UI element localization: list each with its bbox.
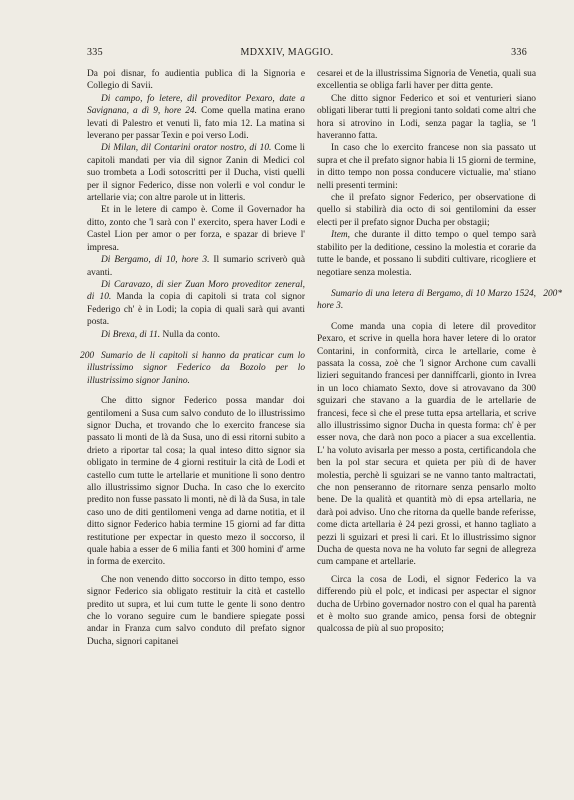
letter-heading: Di Caravazo, di sier Zuan Moro proveditor zeneral, di 10. xyxy=(87,279,305,303)
paragraph: Di Brexa, di 11. Nulla da conto. xyxy=(101,329,220,340)
margin-number: 200 xyxy=(80,350,95,361)
running-title: MDXXIV, MAGGIO. xyxy=(240,47,334,58)
paragraph: che il prefato signor Federico, per observatione di quello si stabilirà dia octo di soi gentilomini da esser electi per il prefato signor Ducha per obstagii; xyxy=(317,193,536,228)
page-header xyxy=(0,47,574,61)
letter-heading: Di Milan, dil Contarini orator nostro, di 10. xyxy=(101,143,272,154)
letter-heading: Di Bergamo, di 10, hore 3. xyxy=(101,255,210,266)
page-number-left: 335 xyxy=(87,47,103,58)
paragraph: Item, che durante il ditto tempo o quel tempo sarà stabilito per la deditione, cessino la molestia et corarie da tutte le bande, et possano li subditi cultivare, ricogliere et negotiare senza molestia. xyxy=(317,230,536,278)
letter-heading: Di Brexa, di 11. xyxy=(101,329,161,340)
paragraph: Di Caravazo, di sier Zuan Moro proveditor zeneral, di 10. Manda la copia di capitoli si trata col signor Federigo ch' è in Lodi; la copia di quali sarà qui avanti posta. xyxy=(87,279,305,328)
item-word: Item, xyxy=(331,230,351,241)
paragraph: Circa la cosa de Lodi, el signor Federico la va differendo più el polc, et indicasi per aspectar el signor ducha de Urbino governador nostro con el qual ha parentà et è molto suo grande amico, pensa forsi de obtegnir qualcossa de più al suo proposito; xyxy=(317,574,536,635)
paragraph: Da poi disnar, fo audientia publica di la Signoria e Collegio di Savii. xyxy=(87,69,305,92)
paragraph: Et in le letere di campo è. Come il Governador ha ditto, zonto che 'l sarà con l' exercito, spera haver Lodi e Castel Lion per amor o per forza, e spazar di brieve l' impresa. xyxy=(87,205,305,253)
section-title: 200 Sumario de li capitoli si hanno da praticar cum lo illustrissimo signor Federico da Bozolo per lo illustrissimo signor Janino. xyxy=(87,350,305,387)
left-column xyxy=(80,68,305,648)
section-title: 200* Sumario di una letera di Bergamo, di 10 Marzo 1524, hore 3. xyxy=(317,288,562,312)
paragraph: Che ditto signor Federico et soi et venturieri siano obligati liberar tutti li pregioni tanto soldati come altri che hora si atrovino in Lodi, senza pagar la taglia, se 'l haveranno fatta. xyxy=(317,93,536,142)
margin-number: 200* xyxy=(543,288,562,299)
letter-heading: Di campo, fo letere, dil proveditor Pexaro, date a Savignana, a dì 9, hore 24. xyxy=(87,93,305,117)
paragraph: Di Milan, dil Contarini orator nostro, di 10. Come li capitoli mandati per via dil signor Zanin di Medici col suo trombeta a Lodi sotoscritti per il Ducha, visti quelli per il signor Federico, disse non volerli e vol condur le artellarie via; con altre parole ut in litteris. xyxy=(87,143,305,204)
paragraph: Di Bergamo, di 10, hore 3. Il sumario scriverò quà avanti. xyxy=(87,255,305,278)
right-column xyxy=(317,68,562,636)
page-number-right: 336 xyxy=(511,47,527,58)
paragraph: Di campo, fo letere, dil proveditor Pexaro, date a Savignana, a dì 9, hore 24. Come quella matina erano levati di Palestro et venuti lì, fato mia 12. La matina si leverano per passar Texin e poi verso Lodi. xyxy=(87,93,305,142)
paragraph: Che ditto signor Federico possa mandar doi gentilomeni a Susa cum salvo conduto de lo illustrissimo signor Ducha, et trovando che lo exercito francese sia passato li monti de là da Susa, uno di essi ritorni subito a drieto a riportar tal cosa; la qual inteso ditto signor sia obligato in termine de 4 giorni restituir la cità de Lodi et castello cum tutte le artellarie et munitione lì sono dentro allo illustrissimo signor Ducha. In caso che lo exercito predito non fusse passato li monti, nè di là da Susa, in tale caso uno de diti gentilomeni venga ad darne notitia, et il ditto signor Federico habia termine 15 giorni ad far ditta restitutione per expectar in questo mezo il soccorso, il quale habia a esser de 6 milia fanti et 300 homini d' arme in forma de exercito. xyxy=(87,396,305,568)
paragraph: Come manda una copia di letere dil proveditor Pexaro, et scrive in quella hora haver letere di lo orator Contarini, in conformità, circa le artellarie, come è passata la cossa, zoè che 'l signor Archone cum cavalli lizieri seguitando francesi per danniffcarli, gionto in Ivrea in un loco chiamato Sexto, dove si atrovavano da 300 sguizari che stavano a la guardia de le artellarie de francesi, fece sì che el prese tutta epsa artellaria, et scrive allo illustrissimo signor Ducha in questa forma: ch' è per esser nova, che darà non poco a piacer a sua excellentia. L' ha voluto avisarla per messo a posta, certificandola che ben la pol star secura et quieta per più di de haver molestia, perchè li sguizari se ne vanno tanto maltractati, che non penseranno de ritornare senza pensarlo molto bene. De la qualità et quantità mò di epsa artellaria, ne darà poi adviso. Uno che ritorna da quelle bande referisse, come dicta artellaria è 24 pezi grossi, et hanno tagliato a pezzi li sguizari et presi li cari. Et lo illustrissimo signor Ducha de questa nova ne ha voluto far segni de allegreza cum campane et artellarie. xyxy=(317,321,536,568)
paragraph: cesarei et de la illustrissima Signoria de Venetia, quali sua excellentia se obliga farli haver per ditta gente. xyxy=(317,69,536,92)
paragraph: Che non venendo ditto soccorso in ditto tempo, esso signor Federico sia obligato restituir la cità et castello predito ut supra, et lui cum tutte le gente li sono dentro che lo vorano seguire cum le bandiere spiegate possi andar in Franza cum salvo conduto dil prefato signor Ducha, signori capitanei xyxy=(87,574,305,647)
paragraph: In caso che lo exercito francese non sia passato ut supra et che il prefato signor habia li 15 giorni de termine, in ditto tempo non possa conducere victualie, ma' stiano nelli presenti termini: xyxy=(317,143,536,191)
